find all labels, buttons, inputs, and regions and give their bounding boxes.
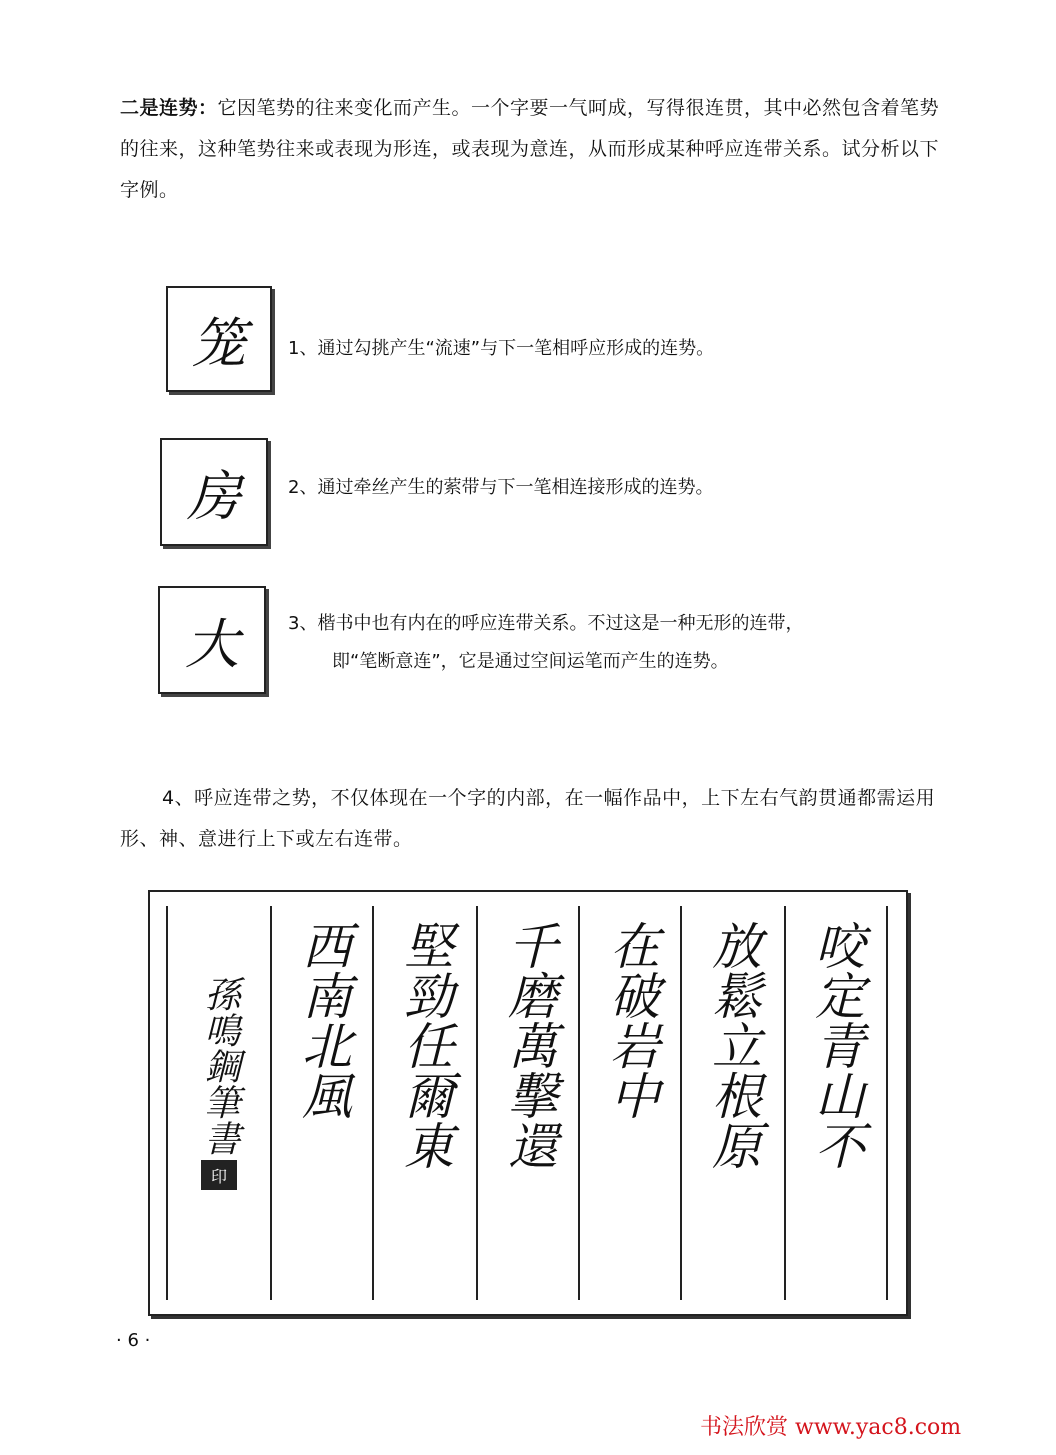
poem-column-6 [270, 906, 374, 1300]
example-text-1: 1、通过勾挑产生“流速”与下一笔相呼应形成的连势。 [288, 338, 715, 359]
signature-column [166, 906, 270, 1300]
signature: 孫鳴鋼筆書 [199, 976, 240, 1156]
watermark: 书法欣赏 www.yac8.com [700, 1415, 962, 1440]
intro-text: 它因笔势的往来变化而产生。一个字要一气呵成，写得很连贯，其中必然包含着笔势的往来，这种笔势往来或表现为形连，或表现为意连，从而形成某种呼应连带关系。试分析以下字例。 [120, 97, 940, 201]
poem-column-4 [476, 906, 580, 1300]
poem-text: 西南北風 [294, 920, 352, 1120]
example-text-2: 2、通过牵丝产生的萦带与下一笔相连接形成的连势。 [288, 477, 714, 498]
poem-text: 堅勁任爾東 [396, 920, 454, 1170]
poem-column-5 [372, 906, 476, 1300]
calligraphy-artwork [148, 890, 908, 1316]
example-char-1: 笼 [166, 286, 272, 392]
poem-column-2 [680, 906, 784, 1300]
example-char-3: 大 [158, 586, 266, 694]
poem-column-1 [784, 906, 888, 1300]
poem-text: 千磨萬擊還 [500, 920, 558, 1170]
point-4: 4、呼应连带之势，不仅体现在一个字的内部，在一幅作品中，上下左右气韵贯通都需运用形、神、意进行上下或左右连带。 [120, 787, 936, 850]
intro-heading: 二是连势： [120, 97, 218, 119]
example-text-3b: 即“笔断意连”，它是通过空间运笔而产生的连势。 [332, 651, 729, 672]
poem-text: 在破岩中 [602, 920, 660, 1120]
poem-column-3 [578, 906, 682, 1300]
poem-text: 放鬆立根原 [704, 920, 762, 1170]
example-text-3: 3、楷书中也有内在的呼应连带关系。不过这是一种无形的连带， [288, 613, 804, 634]
page-number: · 6 · [116, 1330, 151, 1351]
seal: 印 [201, 1160, 237, 1190]
poem-text: 咬定青山不 [807, 920, 865, 1170]
example-char-2: 房 [160, 438, 268, 546]
intro-paragraph [120, 88, 950, 211]
